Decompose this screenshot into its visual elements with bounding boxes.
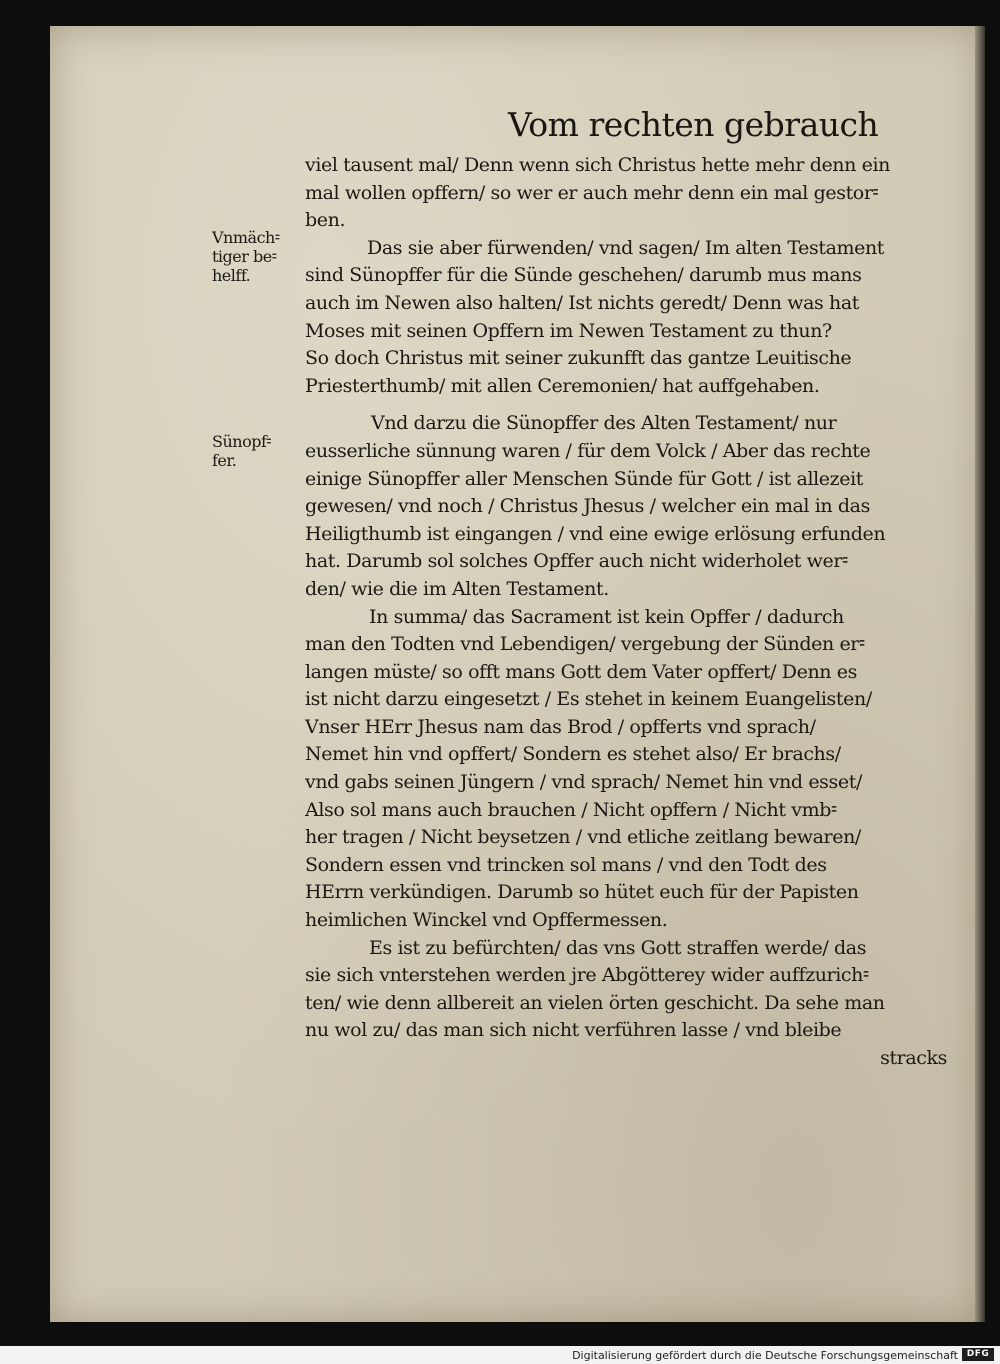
paragraph-4: [305, 604, 975, 935]
text-line: Nemet hin vnd opffert/ Sondern es stehet also/ Er brachs/: [305, 743, 841, 766]
text-line: Vnd darzu die Sünopffer des Alten Testament/ nur: [371, 412, 837, 435]
margin-note-2: [212, 432, 271, 470]
text-line: heimlichen Winckel vnd Opffermessen.: [305, 909, 668, 932]
text-line: So doch Christus mit seiner zukunfft das gantze Leuitische: [305, 347, 852, 370]
dfg-logo-icon: DFG: [962, 1348, 994, 1361]
text-line: nu wol zu/ das man sich nicht verführen lasse / vnd bleibe: [305, 1019, 842, 1042]
text-line: ten/ wie denn allbereit an vielen örten geschicht. Da sehe man: [305, 991, 885, 1014]
text-line: vnd gabs seinen Jüngern / vnd sprach/ Nemet hin vnd esset/: [305, 771, 862, 794]
margin-note-line: fer.: [212, 451, 237, 470]
text-line: Moses mit seinen Opffern im Newen Testament zu thun?: [305, 319, 832, 342]
text-line: gewesen/ vnd noch / Christus Jhesus / welcher ein mal in das: [305, 495, 870, 518]
text-line: auch im Newen also halten/ Ist nichts geredt/ Denn was hat: [305, 291, 859, 314]
text-line: sie sich vnterstehen werden jre Abgötterey wider auffzurich⹀: [305, 964, 869, 987]
text-line: viel tausent mal/ Denn wenn sich Christus hette mehr denn ein: [305, 154, 890, 176]
paragraph-2: [305, 235, 975, 401]
text-line: In summa/ das Sacrament ist kein Opffer / dadurch: [369, 605, 844, 628]
paragraph-1: [305, 152, 975, 235]
text-line: ben.: [305, 209, 346, 232]
text-line: HErrn verkündigen. Darumb so hütet euch für der Papisten: [305, 881, 859, 904]
text-line: Priesterthumb/ mit allen Ceremonien/ hat auffgehaben.: [305, 374, 820, 397]
text-line: mal wollen opffern/ so wer er auch mehr denn ein mal gestor⹀: [305, 181, 879, 204]
text-line: den/ wie die im Alten Testament.: [305, 577, 609, 600]
paragraph-5: [305, 935, 975, 1045]
text-line: man den Todten vnd Lebendigen/ vergebung der Sünden er⹀: [305, 633, 865, 656]
text-line: Also sol mans auch brauchen / Nicht opffern / Nicht vmb⹀: [305, 798, 837, 821]
text-line: Vnser HErr Jhesus nam das Brod / opfferts vnd sprach/: [305, 715, 816, 738]
text-line: sind Sünopffer für die Sünde geschehen/ darumb mus mans: [305, 264, 862, 287]
text-line: Heiligthumb ist eingangen / vnd eine ewige erlösung erfunden: [305, 522, 886, 545]
margin-note-1: [212, 228, 279, 285]
text-line: eusserliche sünnung waren / für dem Volck / Aber das rechte: [305, 439, 871, 462]
body-text: [305, 152, 975, 1073]
text-line: langen müste/ so offt mans Gott dem Vater opffert/ Denn es: [305, 660, 857, 683]
text-line: Sondern essen vnd trincken sol mans / vnd den Todt des: [305, 853, 827, 876]
margin-note-line: helff.: [212, 266, 251, 285]
text-line: hat. Darumb sol solches Opffer auch nicht widerholet wer⹀: [305, 550, 848, 573]
margin-note-line: Vnmäch⹀: [212, 228, 280, 247]
text-line: ist nicht darzu eingesetzt / Es stehet in keinem Euangelisten/: [305, 688, 872, 711]
text-line: her tragen / Nicht beysetzen / vnd etliche zeitlang bewaren/: [305, 826, 861, 849]
margin-note-line: Sünopf⹀: [212, 432, 271, 451]
text-line: Es ist zu befürchten/ das vns Gott straffen werde/ das: [369, 936, 867, 959]
paragraph-3: [305, 410, 975, 603]
text-line: Das sie aber fürwenden/ vnd sagen/ Im alten Testament: [367, 236, 885, 259]
running-head: Vom rechten gebrauch: [508, 105, 879, 144]
margin-note-line: tiger be⹀: [212, 247, 277, 266]
catchword: stracks: [880, 1047, 947, 1069]
paragraph-gap: [305, 400, 975, 410]
page-edge: [975, 26, 985, 1322]
funding-credit: Digitalisierung gefördert durch die Deutsche Forschungsgemeinschaft: [572, 1349, 958, 1362]
text-line: einige Sünopffer aller Menschen Sünde für Gott / ist allezeit: [305, 467, 864, 490]
